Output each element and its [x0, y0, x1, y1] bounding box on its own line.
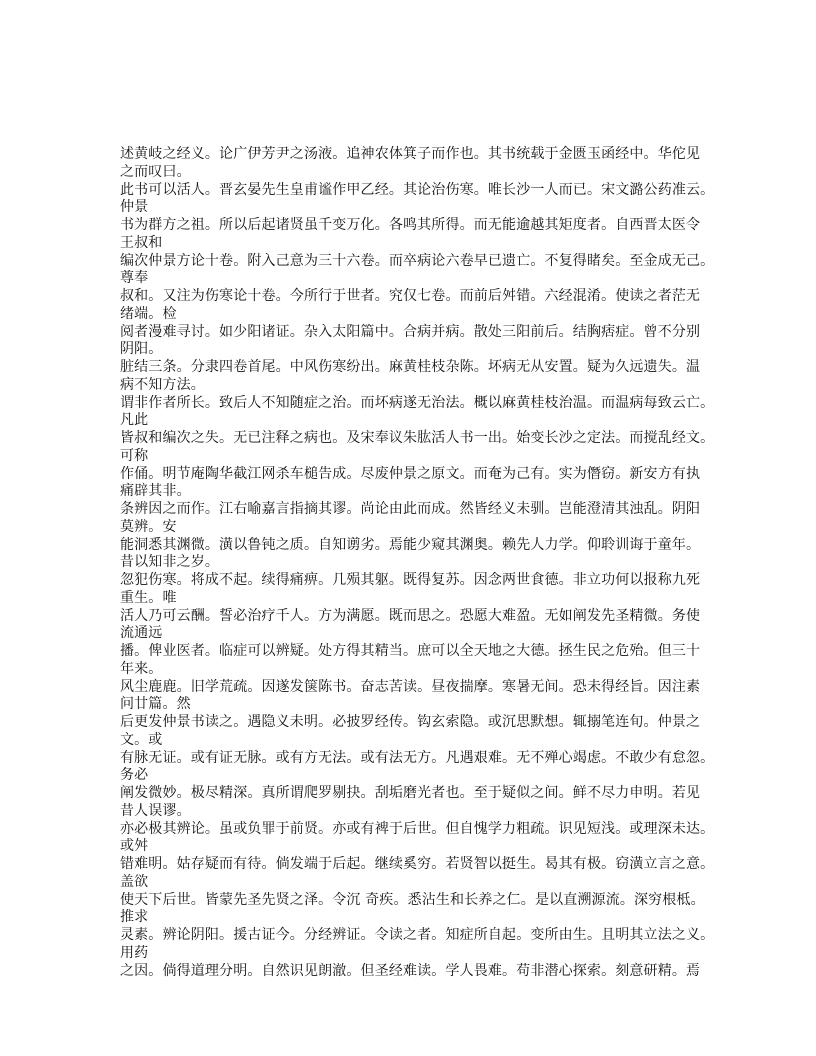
text-line-wrap: 莫辨。安 [120, 518, 177, 535]
text-line: 叔和。又注为伤寒论十卷。今所行于世者。究仅七卷。而前后舛错。六经混淆。使读之者茫无 [120, 288, 701, 304]
text-line: 此书可以活人。晋玄晏先生皇甫谧作甲乙经。其论治伤寒。唯长沙一人而已。宋文潞公药准云。 [120, 181, 715, 198]
text-line-wrap: 用药 [120, 944, 149, 961]
text-line-wrap: 推求 [120, 909, 149, 926]
text-line: 错难明。姑存疑而有待。倘发端于后起。继续奚穷。若贤智以挺生。曷其有极。窃潢立言之意。 [120, 856, 715, 872]
text-line: 忽犯伤寒。将成不起。续得痛痹。几殒其躯。既得复苏。因念两世食德。非立功何以报称九死 [120, 572, 701, 588]
text-line: 播。俾业医者。临症可以辨疑。处方得其精当。庶可以全天地之大德。拯生民之危殆。但三十 [120, 643, 701, 659]
text-line-wrap: 尊奉 [120, 270, 149, 287]
text-line: 使天下后世。皆蒙先圣先贤之泽。令沉 奇疾。悉沾生和长养之仁。是以直溯源流。深穷根柢。 [120, 891, 705, 908]
text-line-wrap: 重生。唯 [120, 589, 177, 606]
text-line-wrap: 或舛 [120, 838, 149, 855]
text-line-wrap: 之而叹曰。 [120, 163, 191, 180]
text-line-wrap: 绪端。检 [120, 305, 177, 322]
text-line-wrap: 病不知方法。 [120, 376, 205, 393]
text-line: 后更发仲景书读之。遇隐义未明。必披罗经传。钩玄索隐。或沉思默想。辄搦笔连旬。仲景之 [120, 714, 701, 730]
text-line: 谓非作者所长。致后人不知随症之治。而坏病遂无治法。概以麻黄桂枝治温。而温病每致云亡。 [120, 394, 715, 411]
text-line: 作俑。明节庵陶华截江网杀车槌告成。尽废仲景之原文。而奄为己有。实为僭窃。新安方有执 [120, 465, 701, 482]
text-line: 皆叔和编次之失。无已注释之病也。及宋奉议朱肱活人书一出。始变长沙之定法。而搅乱经文。 [120, 430, 715, 446]
text-line-wrap: 文。或 [120, 731, 163, 748]
text-line-wrap: 王叔和 [120, 234, 163, 251]
text-line-wrap: 务必 [120, 767, 149, 784]
text-line: 编次仲景方论十卷。附入己意为三十六卷。而卒病论六卷早已遗亡。不复得睹矣。至金成无己。 [120, 252, 715, 269]
text-line: 阐发微妙。极尽精深。真所谓爬罗剔抉。刮垢磨光者也。至于疑似之间。鲜不尽力申明。若见 [120, 785, 701, 801]
text-line: 条辨因之而作。江右喻嘉言指摘其谬。尚论由此而成。然皆经义未驯。岂能澄清其浊乱。阴阳 [120, 501, 701, 517]
text-line-wrap: 仲景 [120, 199, 149, 216]
text-line-wrap: 流通远 [120, 625, 163, 642]
text-line-wrap: 可称 [120, 447, 149, 464]
text-line-wrap: 凡此 [120, 412, 149, 429]
text-line: 脏结三条。分隶四卷首尾。中风伤寒纷出。麻黄桂枝杂陈。坏病无从安置。疑为久远遗失。温 [120, 359, 701, 375]
text-line-wrap: 阴阳。 [120, 341, 163, 358]
text-line: 有脉无证。或有证无脉。或有方无法。或有法无方。凡遇艰难。无不殚心竭虑。不敢少有怠忽。 [120, 749, 715, 766]
text-line-wrap: 盖欲 [120, 873, 149, 890]
text-line-wrap: 痛辟其非。 [120, 483, 191, 500]
text-line: 风尘鹿鹿。旧学荒疏。因遂发箧陈书。奋志苦读。昼夜揣摩。寒暑无间。恐未得经旨。因注素 [120, 678, 701, 695]
text-line-wrap: 昔以知非之岁。 [120, 554, 220, 571]
text-line: 之因。倘得道理分明。自然识见朗澈。但圣经难读。学人畏难。苟非潜心探索。刻意研精。焉 [120, 962, 701, 979]
text-line: 书为群方之祖。所以后起诸贤虽千变万化。各鸣其所得。而无能逾越其矩度者。自西晋太医令 [120, 217, 701, 233]
text-line: 亦必极其辨论。虽或负罪于前贤。亦或有裨于后世。但自愧学力粗疏。识见短浅。或理深未达。 [120, 820, 715, 837]
text-line: 阅者漫难寻讨。如少阳诸证。杂入太阳篇中。合病并病。散处三阳前后。结胸痞症。曾不分别 [120, 323, 701, 340]
text-line-wrap: 问廿篇。然 [120, 696, 191, 713]
text-line-wrap: 年来。 [120, 660, 163, 677]
text-line: 述黄岐之经义。论广伊芳尹之汤液。追神农体箕子而作也。其书统载于金匮玉函经中。华佗见 [120, 146, 701, 162]
text-line-wrap: 昔人误谬。 [120, 802, 191, 819]
text-line: 灵素。辨论阴阳。援古证今。分经辨证。令读之者。知症所自起。变所由生。且明其立法之义。 [120, 927, 715, 943]
text-line: 能洞悉其渊微。潢以鲁钝之质。自知谫劣。焉能少窥其渊奥。赖先人力学。仰聆训诲于童年。 [120, 536, 701, 553]
text-line: 活人乃可云酬。誓必治疗千人。方为满愿。既而思之。恐愿大难盈。无如阐发先圣精微。务使 [120, 607, 701, 624]
document-body [120, 146, 720, 980]
